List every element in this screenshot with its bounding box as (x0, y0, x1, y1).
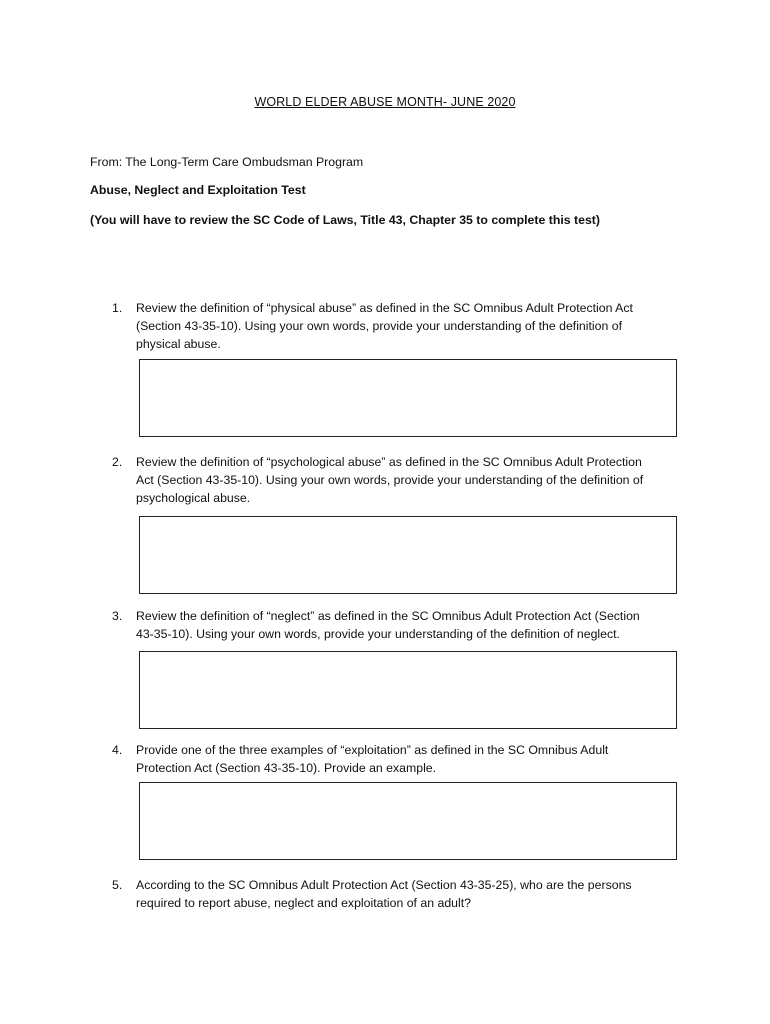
question-2 (112, 453, 672, 507)
question-number: 1. (112, 301, 123, 315)
question-line: physical abuse. (136, 337, 221, 351)
document-title: WORLD ELDER ABUSE MONTH- JUNE 2020 (254, 95, 516, 109)
question-line: (Section 43-35-10). Using your own words, provide your understanding of the definition of (136, 319, 623, 333)
question-number: 4. (112, 743, 123, 757)
question-line: Protection Act (Section 43-35-10). Provide an example. (136, 761, 437, 775)
question-line: Provide one of the three examples of “exploitation” as defined in the SC Omnibus Adult (136, 743, 609, 757)
question-text (136, 453, 672, 507)
question-line: Review the definition of “psychological abuse” as defined in the SC Omnibus Adult Protection (136, 455, 642, 469)
question-line: Act (Section 43-35-10). Using your own words, provide your understanding of the definition of (136, 473, 644, 487)
answer-box-4[interactable] (139, 782, 677, 860)
question-text (136, 299, 672, 353)
question-line: Review the definition of “neglect” as defined in the SC Omnibus Adult Protection Act (Section (136, 609, 640, 623)
question-number: 3. (112, 609, 123, 623)
question-1 (112, 299, 672, 353)
answer-box-1[interactable] (139, 359, 677, 437)
question-line: 43-35-10). Using your own words, provide your understanding of the definition of neglect. (136, 627, 620, 641)
question-5 (112, 876, 672, 912)
question-3 (112, 607, 672, 643)
question-text (136, 607, 672, 643)
question-4 (112, 741, 672, 777)
question-text (136, 876, 672, 912)
answer-box-2[interactable] (139, 516, 677, 594)
from-line: From: The Long-Term Care Ombudsman Program (90, 155, 364, 169)
test-instructions: (You will have to review the SC Code of Laws, Title 43, Chapter 35 to complete this test) (90, 213, 600, 227)
question-number: 5. (112, 878, 123, 892)
question-text (136, 741, 672, 777)
question-line: required to report abuse, neglect and exploitation of an adult? (136, 896, 471, 910)
answer-box-3[interactable] (139, 651, 677, 729)
question-line: According to the SC Omnibus Adult Protection Act (Section 43-35-25), who are the persons (136, 878, 632, 892)
test-title: Abuse, Neglect and Exploitation Test (90, 183, 306, 197)
question-line: Review the definition of “physical abuse” as defined in the SC Omnibus Adult Protection Act (136, 301, 633, 315)
question-line: psychological abuse. (136, 491, 251, 505)
question-number: 2. (112, 455, 123, 469)
